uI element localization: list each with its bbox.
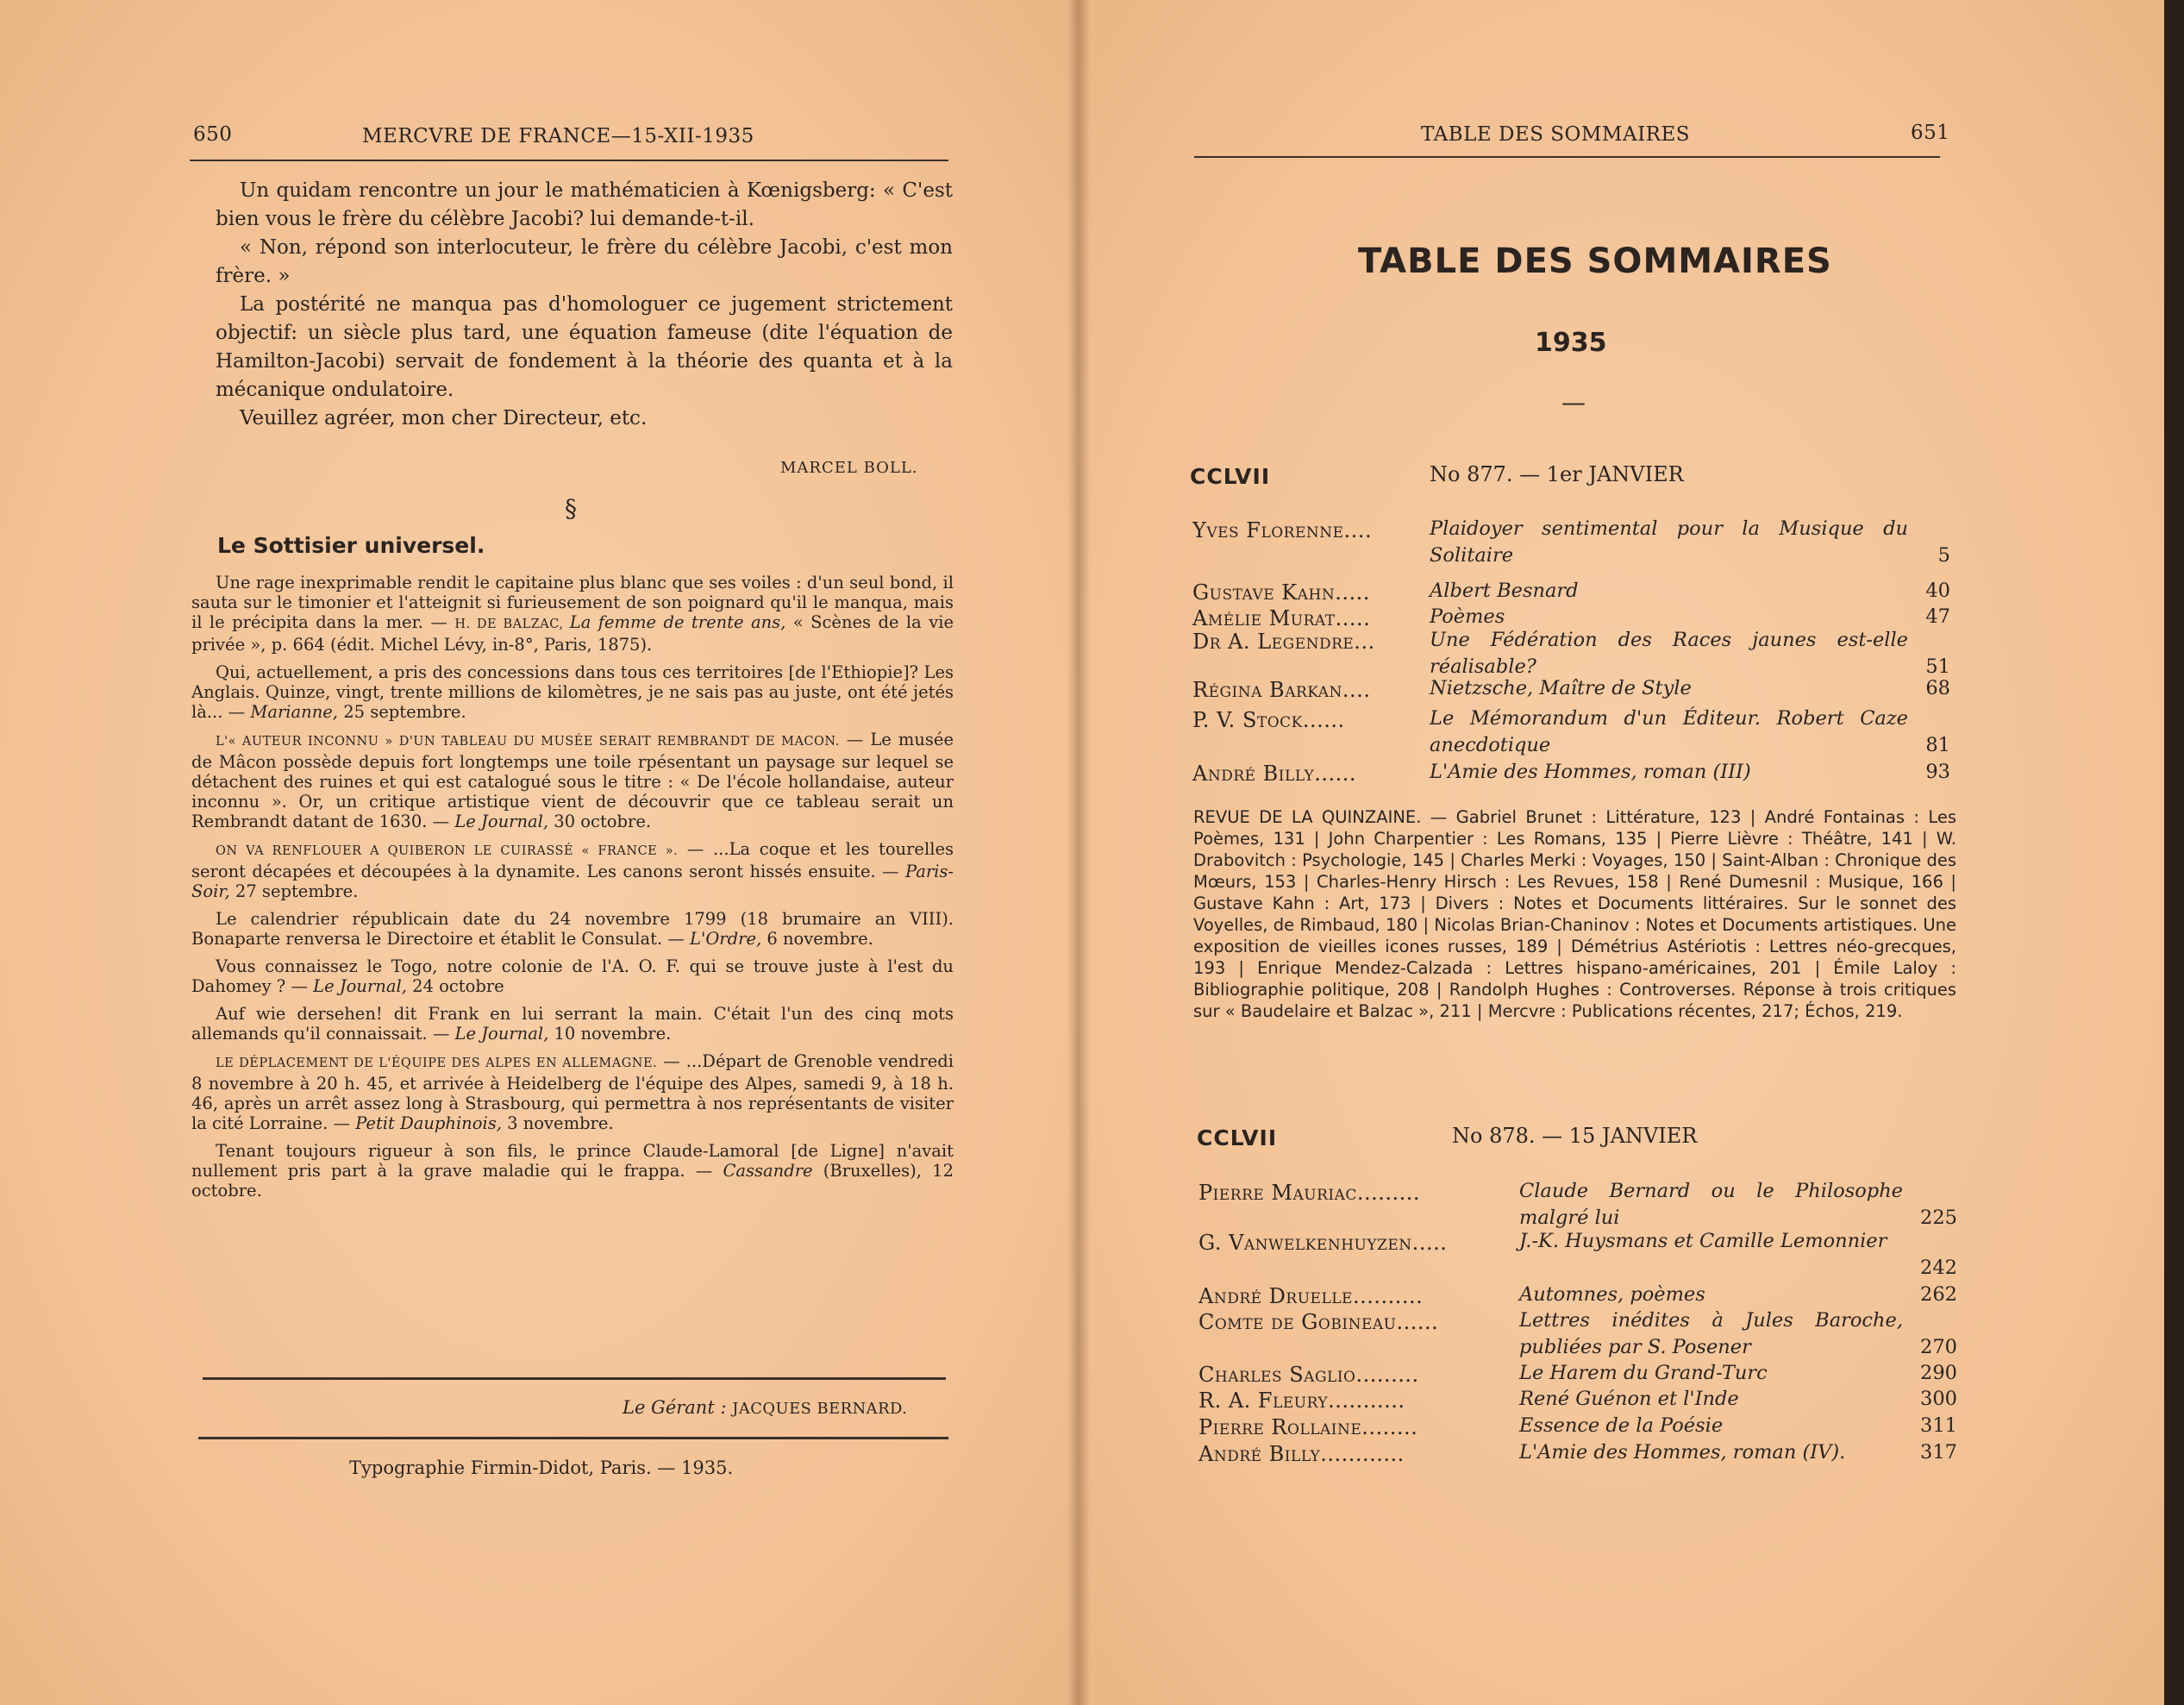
toc-title: Poèmes — [1430, 605, 1505, 628]
toc-author: P. V. Stock...... — [1192, 708, 1345, 732]
toc-page-number: 93 — [1925, 761, 1950, 783]
revue-de-la-quinzaine: REVUE DE LA QUINZAINE. — Gabriel Brunet : Littérature, 123 | André Fontainas : Les Poèmes, 131 | John Charpentier : Les Romans, 135 | Pierre Lièvre : Théâtre, 141 | W. Drabovitch : Psychologie, 145 | Charles Merki : Voyages, 150 | Saint-Alban : Chronique des Mœurs, 153 | Charles-Henry Hirsch : Les Revues, 158 | René Dumesnil : Musique, 166 | Gustave Kahn : Art, 173 | Divers : Notes et Documents littéraires. Sur le sonnet des Voyelles, de Rimbaud, 180 | Nicolas Brian-Chaninov : Notes et Documents artistiques. Une exposition de vieilles icones russes, 189 | Démétrius Astériotis : Lettres néo-grecques, 193 | Enrique Mendez-Calzada : Lettres hispano-américaines, 201 | Émile Laloy : Bibliographie politique, 208 | Randolph Hughes : Controverses. Réponse à trois critiques sur « Baudelaire et Balzac », 211 | Mercvre : Publications récentes, 217; Échos, 219. — [1193, 807, 1956, 1021]
entry-source: La femme de trente ans, — [569, 612, 793, 632]
toc-author: Pierre Rollaine........ — [1198, 1415, 1418, 1439]
entry-source: L'Ordre, — [690, 929, 767, 949]
letter-paragraph: Veuillez agréer, mon cher Directeur, etc. — [240, 407, 648, 429]
toc-title: Albert Besnard — [1430, 580, 1579, 602]
gerant-label: Le Gérant : — [623, 1397, 727, 1418]
issue-number: No 878. — 15 JANVIER — [1452, 1124, 1698, 1148]
entry-date: « Scènes de la vie privée », p. 664 (édit. Michel Lévy, in-8°, Paris, 1875). — [191, 612, 954, 655]
entry-source: Cassandre — [723, 1161, 823, 1181]
right-page-number: 651 — [1911, 122, 1950, 144]
toc-author: Comte de Gobineau...... — [1198, 1310, 1439, 1334]
toc-author: Gustave Kahn..... — [1192, 580, 1370, 605]
toc-author: Yves Florenne.... — [1192, 518, 1373, 542]
entry-headline: LE DÉPLACEMENT DE L'ÉQUIPE DES ALPES EN ALLEMAGNE. — [216, 1056, 658, 1070]
toc-author: Régina Barkan.... — [1192, 678, 1371, 702]
entry-text: Tenant toujours rigueur à son fils, le prince Claude-Lamoral [de Ligne] n'avait nullement pris part à la grave maladie qui le frappa. — — [191, 1141, 954, 1181]
toc-page-number: 51 — [1925, 655, 1950, 678]
entry-headline: L'« AUTEUR INCONNU » D'UN TABLEAU DU MUSÉE SERAIT REMBRANDT DE MACON. — [216, 735, 840, 749]
entry-date: 24 octobre — [412, 976, 504, 996]
issue-volume: CCLVII — [1197, 1125, 1278, 1150]
entry-text: Vous connaissez le Togo, notre colonie de l'A. O. F. qui se trouve juste à l'est du Dahomey ? — — [191, 956, 954, 996]
entry-date: 27 septembre. — [235, 881, 359, 901]
entry-source: Petit Dauphinois, — [355, 1113, 508, 1133]
toc-page-number: 262 — [1920, 1283, 1957, 1306]
left-running-head: MERCVRE DE FRANCE—15-XII-1935 — [362, 125, 754, 147]
section-title: Le Sottisier universel. — [217, 533, 485, 558]
toc-page-number: 225 — [1920, 1207, 1957, 1229]
toc-title: René Guénon et l'Inde — [1519, 1388, 1739, 1410]
entry-date: 6 novembre. — [767, 929, 873, 949]
toc-page-number: 290 — [1920, 1362, 1957, 1384]
toc-page-number: 47 — [1925, 605, 1950, 628]
entry-source: Paris-Soir, — [191, 862, 954, 901]
toc-title: L'Amie des Hommes, roman (III) — [1430, 761, 1751, 783]
entry-date: (Bruxelles), 12 octobre. — [191, 1161, 954, 1200]
entry-text: Auf wie dersehen! dit Frank en lui serrant la main. C'était l'un des cinq mots allemands qu'il connaissait. — — [191, 1004, 954, 1044]
entry-date: 25 septembre. — [343, 702, 466, 722]
toc-author: Dr A. Legendre... — [1192, 630, 1375, 654]
toc-page-number: 242 — [1920, 1257, 1957, 1279]
toc-page-number: 81 — [1925, 734, 1950, 756]
section-mark: § — [565, 494, 577, 523]
toc-title: Nietzsche, Maître de Style — [1430, 677, 1692, 699]
entry-date: 30 octobre. — [554, 812, 652, 831]
toc-author: R. A. Fleury........... — [1198, 1388, 1405, 1413]
toc-page-number: 317 — [1920, 1441, 1957, 1464]
toc-author: Charles Saglio......... — [1198, 1363, 1419, 1387]
left-page-number: 650 — [193, 123, 233, 146]
entry-text: — Le musée de Mâcon possède depuis fort longtemps une toile rpésentant un paysage sur lequel se détachent des ruines et qui est catalogué sous le titre : « De l'école hollandaise, auteur inconnu ». Or, un critique artistique vient de découvrir que ce tableau serait un Rembrandt datant de 1630. — — [191, 730, 954, 831]
toc-page-number: 40 — [1925, 580, 1950, 602]
issue-number: No 877. — 1er JANVIER — [1430, 462, 1684, 486]
entry-source: Le Journal, — [313, 976, 413, 996]
letter-paragraph: « Non, répond son interlocuteur, le frère du célèbre Jacobi, c'est mon frère. » — [216, 236, 953, 287]
entry-source: Marianne, — [250, 702, 344, 722]
toc-title: TABLE DES SOMMAIRES — [1358, 241, 1832, 281]
toc-title: L'Amie des Hommes, roman (IV). — [1519, 1441, 1846, 1464]
toc-page-number: 5 — [1937, 544, 1950, 567]
entry-source: Le Journal, — [454, 812, 554, 831]
toc-title: Le Mémorandum d'un Éditeur. Robert Caze anecdotique — [1430, 707, 1908, 756]
toc-author: André Druelle.......... — [1198, 1284, 1424, 1308]
toc-page-number: 311 — [1920, 1414, 1957, 1437]
toc-page-number: 68 — [1925, 677, 1950, 699]
toc-title: J.-K. Huysmans et Camille Lemonnier — [1519, 1230, 1887, 1252]
issue-volume: CCLVII — [1190, 464, 1271, 489]
toc-page-number: 270 — [1920, 1336, 1957, 1358]
toc-dash: — — [1561, 388, 1586, 417]
toc-title: Essence de la Poésie — [1519, 1414, 1724, 1437]
entry-source-author: H. DE BALZAC, — [454, 617, 570, 631]
toc-author: G. Vanwelkenhuyzen..... — [1198, 1231, 1448, 1255]
entry-text: — ...La coque et les tourelles seront décapées et découpées à la dynamite. Les canons seront hissés ensuite. — — [191, 839, 954, 881]
gerant-name: JACQUES BERNARD. — [732, 1400, 908, 1418]
toc-author: André Billy............ — [1198, 1442, 1405, 1466]
toc-year: 1935 — [1535, 328, 1607, 358]
entry-text: Le calendrier républicain date du 24 novembre 1799 (18 brumaire an VIII). Bonaparte renversa le Directoire et établit le Consulat. — — [191, 909, 954, 949]
signature: MARCEL BOLL. — [780, 459, 918, 477]
entry-date: 10 novembre. — [554, 1024, 672, 1044]
toc-author: Pierre Mauriac......... — [1198, 1181, 1421, 1205]
toc-author: Amélie Murat..... — [1192, 606, 1371, 630]
entry-headline: ON VA RENFLOUER A QUIBERON LE CUIRASSÉ « FRANCE ». — [216, 844, 679, 858]
printer-line: Typographie Firmin-Didot, Paris. — 1935. — [349, 1457, 734, 1478]
toc-page-number: 300 — [1920, 1388, 1957, 1410]
entry-text: Qui, actuellement, a pris des concessions dans tous ces territoires [de l'Ethiopie]? Les Anglais. Quinze, vingt, trente millions de kilomètres, je ne sais pas au juste, ont été jetés là... — — [191, 662, 954, 722]
toc-title: Lettres inédites à Jules Baroche, publiées par S. Posener — [1519, 1309, 1903, 1358]
entry-text: Une rage inexprimable rendit le capitaine plus blanc que ses voiles : d'un seul bond, il sauta sur le timonier et l'atteignit si furieusement de son poignard qu'il le manqua, mais il le précipita dans la mer. — — [191, 573, 954, 632]
right-running-head: TABLE DES SOMMAIRES — [1421, 123, 1691, 146]
entry-source: Le Journal, — [454, 1024, 554, 1044]
letter-paragraph: Un quidam rencontre un jour le mathématicien à Kœnigsberg: « C'est bien vous le frère du célèbre Jacobi? lui demande-t-il. — [216, 179, 953, 230]
toc-author: André Billy...... — [1192, 762, 1357, 786]
entry-text: — ...Départ de Grenoble vendredi 8 novembre à 20 h. 45, et arrivée à Heidelberg de l'équipe des Alpes, samedi 9, à 18 h. 46, après un arrêt assez long à Strasbourg, qui permettra à nos représentants de visiter la cité Lorraine. — — [191, 1051, 954, 1133]
letter-paragraph: La postérité ne manqua pas d'homologuer ce jugement strictement objectif: un siècle plus tard, une équation fameuse (dite l'équation de Hamilton-Jacobi) servait de fondement à la théorie des quanta et à la mécanique ondulatoire. — [216, 293, 953, 401]
entry-date: 3 novembre. — [507, 1113, 614, 1133]
toc-title: Automnes, poèmes — [1519, 1283, 1705, 1306]
toc-title: Claude Bernard ou le Philosophe malgré lui — [1519, 1180, 1903, 1229]
toc-title: Le Harem du Grand-Turc — [1519, 1362, 1768, 1384]
toc-title: Plaidoyer sentimental pour la Musique du Solitaire — [1430, 517, 1908, 567]
toc-title: Une Fédération des Races jaunes est-elle réalisable? — [1430, 629, 1908, 678]
